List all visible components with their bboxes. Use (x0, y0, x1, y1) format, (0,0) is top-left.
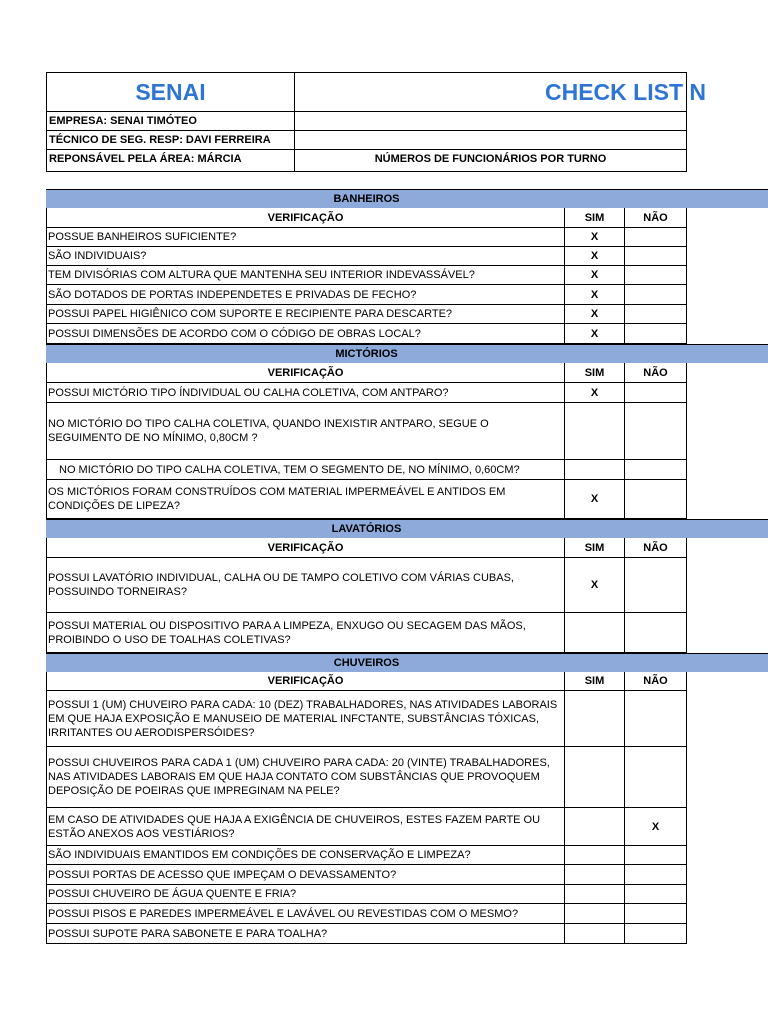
sim-cell[interactable]: X (565, 324, 625, 343)
nao-cell[interactable] (625, 228, 686, 246)
nao-cell[interactable] (625, 403, 686, 459)
nao-cell[interactable] (625, 480, 686, 518)
sim-cell[interactable] (565, 613, 625, 652)
nao-cell[interactable] (625, 691, 686, 746)
col-verificacao: VERIFICAÇÃO (47, 538, 565, 557)
table-row (46, 247, 687, 266)
empresa-label: EMPRESA: SENAI TIMÓTEO (47, 112, 295, 130)
nao-cell[interactable] (625, 846, 686, 864)
col-verificacao: VERIFICAÇÃO (47, 672, 565, 690)
nao-cell[interactable] (625, 924, 686, 943)
header-row-responsavel (47, 150, 686, 171)
table-row (46, 691, 687, 747)
table-row (46, 846, 687, 865)
section-banheiros (46, 189, 768, 208)
header-row-tecnico (47, 131, 686, 150)
table-row (46, 305, 687, 324)
question-cell: NO MICTÓRIO DO TIPO CALHA COLETIVA, TEM O SEGMENTO DE, NO MÍNIMO, 0,60CM? (47, 460, 565, 479)
nao-cell[interactable] (625, 285, 686, 304)
question-cell: POSSUI CHUVEIRO DE ÁGUA QUENTE E FRIA? (47, 885, 565, 903)
nao-cell[interactable] (625, 885, 686, 903)
table-row (46, 324, 687, 344)
question-cell: SÃO INDIVIDUAIS EMANTIDOS EM CONDIÇÕES DE CONSERVAÇÃO E LIMPEZA? (47, 846, 565, 864)
section-mictorios (46, 344, 768, 363)
table-row (46, 558, 687, 613)
question-cell: EM CASO DE ATIVIDADES QUE HAJA A EXIGÊNCIA DE CHUVEIROS, ESTES FAZEM PARTE OU ESTÃO ANEXOS AOS VESTIÁRIOS? (47, 808, 565, 845)
col-sim: SIM (565, 208, 625, 227)
question-cell: OS MICTÓRIOS FORAM CONSTRUÍDOS COM MATERIAL IMPERMEÁVEL E ANTIDOS EM CONDIÇÕES DE LIPEZA? (47, 480, 565, 518)
nao-cell[interactable] (625, 747, 686, 807)
section-lavatorios (46, 519, 768, 538)
nao-cell[interactable] (625, 558, 686, 612)
question-cell: POSSUI MICTÓRIO TIPO ÍNDIVIDUAL OU CALHA COLETIVA, COM ANTPARO? (47, 383, 565, 402)
question-cell: POSSUI SUPOTE PARA SABONETE E PARA TOALHA? (47, 924, 565, 943)
section-title: CHUVEIROS (333, 657, 400, 669)
sim-cell[interactable] (565, 846, 625, 864)
table-row (46, 808, 687, 846)
header-block (46, 72, 706, 172)
nao-cell[interactable] (625, 613, 686, 652)
col-nao: NÃO (643, 541, 668, 554)
tecnico-label: TÉCNICO DE SEG. RESP: DAVI FERREIRA (47, 131, 295, 149)
section-title: LAVATÓRIOS (331, 523, 402, 535)
sim-cell[interactable]: X (565, 247, 625, 265)
question-cell: SÃO INDIVIDUAIS? (47, 247, 565, 265)
nao-cell[interactable]: X (651, 820, 660, 833)
tecnico-value-cell[interactable] (295, 131, 686, 149)
question-cell: POSSUI PISOS E PAREDES IMPERMEÁVEL E LAVÁVEL OU REVESTIDAS COM O MESMO? (47, 904, 565, 923)
sim-cell[interactable] (565, 904, 625, 923)
nao-cell[interactable] (625, 460, 686, 479)
section-chuveiros (46, 653, 768, 672)
section-title: BANHEIROS (333, 193, 400, 205)
question-cell: TEM DIVISÓRIAS COM ALTURA QUE MANTENHA SEU INTERIOR INDEVASSÁVEL? (47, 266, 565, 284)
question-cell: POSSUI PAPEL HIGIÊNICO COM SUPORTE E RECIPIENTE PARA DESCARTE? (47, 305, 565, 323)
sim-cell[interactable]: X (565, 228, 625, 246)
header-row-empresa (47, 112, 686, 131)
table-row (46, 747, 687, 808)
sim-cell[interactable]: X (565, 558, 625, 612)
page-title: CHECK LIST N (295, 73, 686, 112)
responsavel-label: REPONSÁVEL PELA ÁREA: MÁRCIA (47, 150, 295, 171)
table-row (46, 885, 687, 904)
table-row (46, 228, 687, 247)
senai-logo: SENAI (47, 73, 295, 112)
nao-cell[interactable] (625, 266, 686, 284)
question-cell: POSSUI LAVATÓRIO INDIVIDUAL, CALHA OU DE TAMPO COLETIVO COM VÁRIAS CUBAS, POSSUINDO TORNEIRAS? (47, 558, 565, 612)
sim-cell[interactable] (565, 808, 625, 845)
question-cell: POSSUI PORTAS DE ACESSO QUE IMPEÇAM O DEVASSAMENTO? (47, 865, 565, 884)
col-nao: NÃO (643, 366, 668, 379)
sim-cell[interactable]: X (565, 383, 625, 402)
sim-cell[interactable]: X (565, 480, 625, 518)
sim-cell[interactable] (565, 403, 625, 459)
nao-cell[interactable] (625, 904, 686, 923)
question-cell: SÃO DOTADOS DE PORTAS INDEPENDETES E PRIVADAS DE FECHO? (47, 285, 565, 304)
table-row (46, 613, 687, 653)
nao-cell[interactable] (625, 383, 686, 402)
table-row (46, 266, 687, 285)
col-sim: SIM (565, 672, 625, 690)
sim-cell[interactable] (565, 885, 625, 903)
sim-cell[interactable]: X (565, 266, 625, 284)
column-header-row (46, 672, 687, 691)
col-verificacao: VERIFICAÇÃO (47, 208, 565, 227)
col-nao: NÃO (643, 675, 668, 687)
col-nao: NÃO (643, 211, 668, 224)
sim-cell[interactable] (565, 865, 625, 884)
sim-cell[interactable]: X (565, 285, 625, 304)
sim-cell[interactable] (565, 460, 625, 479)
sim-cell[interactable] (565, 924, 625, 943)
nao-cell[interactable] (625, 324, 686, 343)
question-cell: POSSUI CHUVEIROS PARA CADA 1 (UM) CHUVEIRO PARA CADA: 20 (VINTE) TRABALHADORES, NAS ATIVIDADES LABORAIS EM QUE HAJA CONTATO COM SUBSTÂNCIAS QUE PROVOQUEM DEPOSIÇÃO DE POEIRAS QUE IMPREGINAM NA PELE? (47, 747, 565, 807)
nao-cell[interactable] (625, 247, 686, 265)
table-row (46, 865, 687, 885)
question-cell: POSSUI DIMENSÕES DE ACORDO COM O CÓDIGO DE OBRAS LOCAL? (47, 324, 565, 343)
col-sim: SIM (565, 538, 625, 557)
section-title: MICTÓRIOS (335, 348, 398, 360)
question-cell: NO MICTÓRIO DO TIPO CALHA COLETIVA, QUANDO INEXISTIR ANTPARO, SEGUE O SEGUIMENTO DE NO MÍNIMO, 0,80CM ? (47, 403, 565, 459)
question-cell: POSSUI 1 (UM) CHUVEIRO PARA CADA: 10 (DEZ) TRABALHADORES, NAS ATIVIDADES LABORAIS EM QUE HAJA EXPOSIÇÃO E MANUSEIO DE MATERIAL INFCTANTE, SUBSTÂNCIAS TÓXICAS, IRRITANTES OU AERODISPERSÓIDES? (47, 691, 565, 746)
column-header-row (46, 208, 687, 228)
nao-cell[interactable] (625, 305, 686, 323)
sim-cell[interactable] (565, 691, 625, 746)
question-cell: POSSUI MATERIAL OU DISPOSITIVO PARA A LIMPEZA, ENXUGO OU SECAGEM DAS MÃOS, PROIBINDO O USO DE TOALHAS COLETIVAS? (47, 613, 565, 652)
table-row (46, 924, 687, 944)
table-row (46, 460, 687, 480)
sim-cell[interactable] (565, 747, 625, 807)
table-row (46, 904, 687, 924)
table-row (46, 480, 687, 519)
col-verificacao: VERIFICAÇÃO (47, 363, 565, 382)
sim-cell[interactable]: X (565, 305, 625, 323)
table-row (46, 383, 687, 403)
column-header-row (46, 538, 687, 558)
column-header-row (46, 363, 687, 383)
nao-cell[interactable] (625, 865, 686, 884)
table-row (46, 285, 687, 305)
table-row (46, 403, 687, 460)
funcionarios-label: NÚMEROS DE FUNCIONÁRIOS POR TURNO (374, 153, 607, 165)
empresa-value-cell[interactable] (295, 112, 686, 130)
question-cell: POSSUE BANHEIROS SUFICIENTE? (47, 228, 565, 246)
col-sim: SIM (565, 363, 625, 382)
